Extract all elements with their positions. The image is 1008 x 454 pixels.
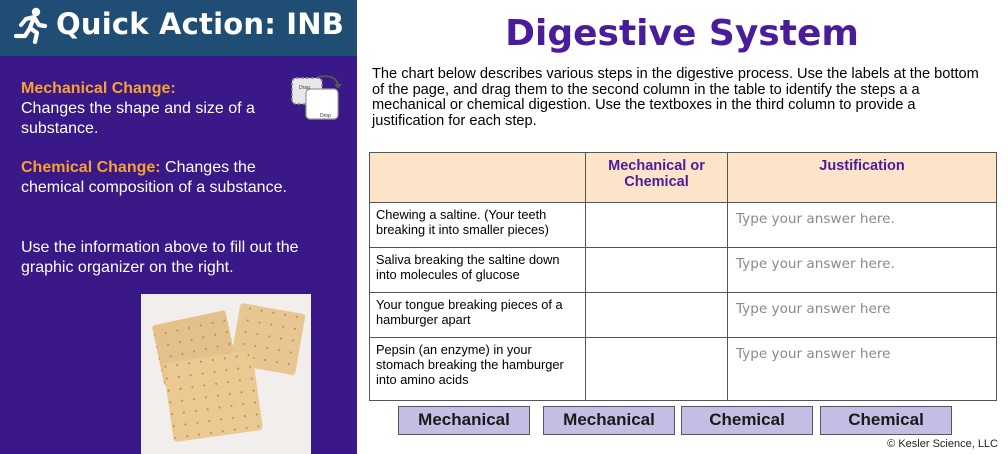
- header-bar: [0, 0, 357, 56]
- drop-zone[interactable]: [586, 338, 728, 401]
- instructions-text: The chart below describes various steps in the digestive process. Use the labels at the bottom of the page, and drag them to the second column in the table to identify the steps a a mechanical or chemical digestion. Use the textboxes in the third column to provide a justification for each step.: [372, 66, 979, 129]
- drop-text: Drop: [320, 113, 331, 119]
- chemical-change-text: Changes the chemical composition of a substance.: [21, 159, 287, 196]
- mechanical-label-2[interactable]: Mechanical: [543, 406, 675, 435]
- saltine-crackers-image: [141, 294, 311, 454]
- saltine-crackers-photo: [141, 294, 311, 454]
- table-row: [370, 203, 997, 248]
- table-header-row: [370, 153, 997, 203]
- step-description: Pepsin (an enzyme) in your stomach breaking the hamburger into amino acids: [370, 338, 586, 401]
- page-title: Digestive System: [505, 13, 859, 54]
- drop-zone[interactable]: [586, 248, 728, 293]
- step-description: Chewing a saltine. (Your teeth breaking it into smaller pieces): [370, 203, 586, 248]
- mechanical-change-definition: [21, 79, 281, 139]
- chemical-label-2[interactable]: Chemical: [820, 406, 952, 435]
- drop-zone[interactable]: [586, 293, 728, 338]
- table-row: [370, 338, 997, 401]
- table-row: [370, 248, 997, 293]
- header-title: Quick Action: INB: [56, 7, 345, 41]
- drag-drop-icon: [290, 73, 346, 125]
- mechanical-or-chemical-header: Mechanical or Chemical: [586, 153, 728, 203]
- justification-header: Justification: [728, 153, 997, 203]
- graphic-organizer-table: [369, 152, 997, 401]
- justification-textbox[interactable]: Type your answer here.: [728, 203, 997, 248]
- sidebar-instruction: Use the information above to fill out the graphic organizer on the right.: [21, 239, 299, 276]
- chemical-change-term: Chemical Change:: [21, 159, 161, 176]
- mechanical-change-term: Mechanical Change:: [21, 80, 176, 97]
- copyright-notice: © Kesler Science, LLC: [887, 438, 998, 450]
- drag-text: Drag: [299, 85, 310, 91]
- chemical-change-definition: [21, 158, 321, 198]
- step-description: Your tongue breaking pieces of a hamburger apart: [370, 293, 586, 338]
- justification-textbox[interactable]: Type your answer here: [728, 293, 997, 338]
- mechanical-change-text: Changes the shape and size of a substance.: [21, 100, 255, 137]
- mechanical-label-1[interactable]: Mechanical: [398, 406, 530, 435]
- chemical-label-1[interactable]: Chemical: [681, 406, 813, 435]
- step-column-header: [370, 153, 586, 203]
- table-row: [370, 293, 997, 338]
- drop-zone[interactable]: [586, 203, 728, 248]
- justification-textbox[interactable]: Type your answer here.: [728, 248, 997, 293]
- justification-textbox[interactable]: Type your answer here: [728, 338, 997, 401]
- step-description: Saliva breaking the saltine down into molecules of glucose: [370, 248, 586, 293]
- running-person-icon: [12, 6, 48, 44]
